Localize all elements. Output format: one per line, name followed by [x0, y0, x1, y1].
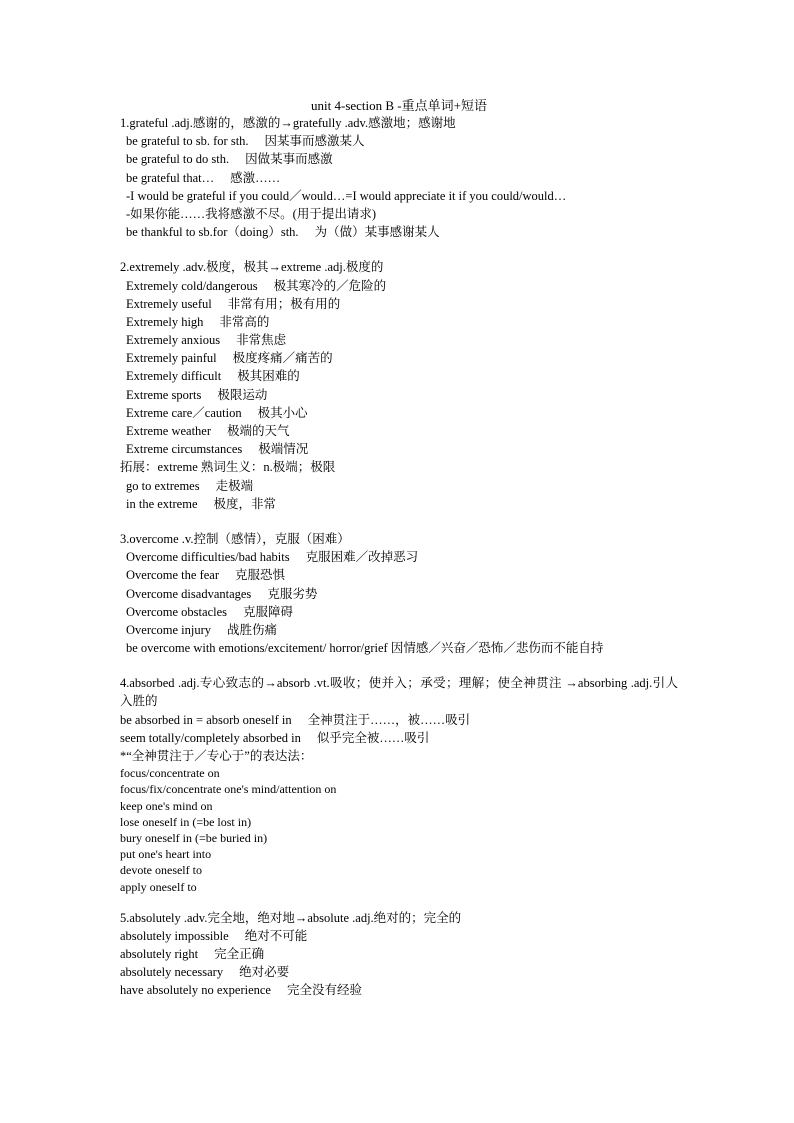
phrase-zh: 绝对不可能 [244, 928, 308, 943]
phrase-en: Extremely useful [126, 296, 212, 311]
phrase-line [120, 909, 678, 927]
phrase-zh: 非常焦虑 [236, 333, 287, 348]
phrase-line [120, 458, 678, 476]
phrase-line [120, 169, 678, 187]
phrase-line [120, 585, 678, 603]
phrase-zh: 感激…… [230, 170, 281, 185]
phrase-zh: 极端情况 [258, 442, 309, 457]
expression-item: devote oneself to [120, 863, 202, 878]
phrase-line [120, 295, 678, 313]
phrase-en: Extremely high [126, 314, 204, 329]
phrase-en: -如果你能……我将感激不尽。(用于提出请求) [126, 206, 376, 221]
section-absorbed [120, 711, 678, 766]
phrase-en: seem totally/completely absorbed in [120, 730, 301, 745]
phrase-en: 1.grateful .adj.感谢的，感激的→gratefully .adv.感激地；感谢地 [120, 116, 456, 130]
phrase-en: in the extreme [126, 496, 198, 511]
phrase-en: 2.extremely .adv.极度，极其→extreme .adj.极度的 [120, 260, 384, 275]
section-overcome [120, 530, 678, 639]
phrase-en: 5.absolutely .adv.完全地，绝对地→absolute .adj.绝对的；完全的 [120, 910, 462, 925]
phrase-zh: 绝对必要 [239, 965, 290, 980]
phrase-line [120, 963, 678, 981]
phrase-zh: 克服障碍 [243, 604, 294, 619]
phrase-zh: 似乎完全被……吸引 [316, 730, 430, 745]
phrase-zh: 完全正确 [214, 947, 265, 962]
phrase-line [120, 603, 678, 621]
phrase-line [120, 331, 678, 349]
phrase-en: absolutely right [120, 947, 199, 962]
phrase-en: go to extremes [126, 478, 200, 493]
phrase-zh: 极度疼痛／痛苦的 [232, 351, 333, 366]
absorbed-heading: 4.absorbed .adj.专心致志的→absorb .vt.吸收；使并入；承受；理解；使全神贯注 →absorbing .adj.引人入胜的 [120, 676, 678, 709]
phrase-en: Extremely painful [126, 351, 217, 366]
overcome-emotions-line: be overcome with emotions/excitement/ horror/grief 因情感／兴奋／恐怖／悲伤而不能自持 [126, 641, 604, 656]
phrase-zh: 非常有用；极有用的 [227, 296, 341, 311]
phrase-line [120, 386, 678, 404]
phrase-en: absolutely necessary [120, 965, 224, 980]
phrase-zh: 极度，非常 [213, 496, 277, 511]
expression-item: bury oneself in (=be buried in) [120, 830, 268, 845]
phrase-line [120, 404, 678, 422]
phrase-zh: 因做某事而感激 [245, 152, 333, 167]
phrase-zh: 极其困难的 [237, 369, 300, 384]
phrase-en: Extreme circumstances [126, 442, 243, 457]
phrase-zh: 极端的天气 [227, 424, 290, 438]
phrase-en: Extremely difficult [126, 369, 222, 384]
phrase-line [120, 349, 678, 367]
phrase-zh: 极其寒冷的／危险的 [273, 278, 387, 293]
phrase-en: Overcome the fear [126, 568, 219, 583]
phrase-line [120, 132, 678, 150]
phrase-zh: 极限运动 [217, 387, 268, 402]
expression-item: focus/fix/concentrate one's mind/attention on [120, 782, 337, 797]
phrase-zh: 全神贯注于……，被……吸引 [307, 712, 471, 727]
phrase-en: Overcome obstacles [126, 604, 228, 619]
phrase-line [120, 747, 678, 765]
phrase-zh: 战胜伤痛 [227, 622, 278, 637]
phrase-line [120, 258, 678, 276]
phrase-line [120, 530, 678, 548]
phrase-en: 拓展：extreme 熟词生义：n.极端；极限 [120, 460, 336, 475]
phrase-line [120, 548, 678, 566]
phrase-line [120, 945, 678, 963]
phrase-line [120, 621, 678, 639]
phrase-line [120, 367, 678, 385]
phrase-zh: 非常高的 [219, 314, 270, 329]
phrase-line [120, 150, 678, 168]
phrase-en: be grateful that… [126, 170, 215, 185]
section-extremely [120, 258, 678, 513]
phrase-line [120, 495, 678, 513]
phrase-line [120, 223, 678, 241]
phrase-en: be grateful to do sth. [126, 152, 230, 167]
phrase-en: Overcome injury [126, 622, 212, 637]
absorbed-expression-list [120, 765, 678, 895]
phrase-en: Extreme sports [126, 387, 202, 402]
expression-item: apply oneself to [120, 879, 197, 894]
phrase-line [120, 981, 678, 999]
phrase-en: be thankful to sb.for（doing）sth. [126, 225, 299, 240]
phrase-line [120, 566, 678, 584]
section-grateful [120, 114, 678, 241]
expression-item: focus/concentrate on [120, 766, 220, 781]
phrase-line [120, 422, 678, 440]
phrase-en: have absolutely no experience [120, 983, 271, 998]
phrase-zh: 因某事而感激某人 [264, 134, 365, 149]
phrase-zh: 克服恐惧 [235, 568, 286, 583]
phrase-line [120, 711, 678, 729]
section-absolutely [120, 909, 678, 1000]
phrase-zh: 克服困难／改掉恶习 [305, 550, 419, 565]
phrase-en: Extreme care／caution [126, 405, 242, 420]
phrase-en: absolutely impossible [120, 928, 229, 943]
phrase-en: -I would be grateful if you could／would…=I would appreciate it if you could/would… [126, 188, 567, 203]
phrase-en: be absorbed in = absorb oneself in [120, 712, 292, 727]
expression-item: keep one's mind on [120, 798, 213, 813]
phrase-line [120, 729, 678, 747]
phrase-en: 3.overcome .v.控制（感情），克服（困难） [120, 531, 350, 546]
phrase-en: Extremely cold/dangerous [126, 278, 258, 293]
phrase-zh: 极其小心 [257, 405, 308, 420]
phrase-line [120, 477, 678, 495]
expression-item: lose oneself in (=be lost in) [120, 814, 252, 829]
phrase-zh: 完全没有经验 [286, 983, 362, 998]
phrase-line [120, 313, 678, 331]
page-title: unit 4-section B -重点单词+短语 [311, 98, 487, 113]
phrase-en: be grateful to sb. for sth. [126, 134, 249, 149]
phrase-en: Extremely anxious [126, 333, 221, 348]
phrase-zh: 为（做）某事感谢某人 [314, 225, 440, 240]
phrase-line [120, 927, 678, 945]
phrase-en: *“全神贯注于／专心于”的表达法： [120, 749, 313, 764]
phrase-line [120, 114, 678, 132]
phrase-line [120, 205, 678, 223]
phrase-en: Overcome difficulties/bad habits [126, 550, 290, 565]
phrase-zh: 克服劣势 [267, 586, 318, 601]
phrase-line [120, 440, 678, 458]
expression-item: put one's heart into [120, 847, 212, 862]
phrase-line [120, 187, 678, 205]
phrase-en: Extreme weather [126, 424, 212, 438]
phrase-en: Overcome disadvantages [126, 586, 252, 601]
phrase-line [120, 277, 678, 295]
phrase-zh: 走极端 [215, 478, 254, 493]
document-page [120, 97, 678, 1000]
